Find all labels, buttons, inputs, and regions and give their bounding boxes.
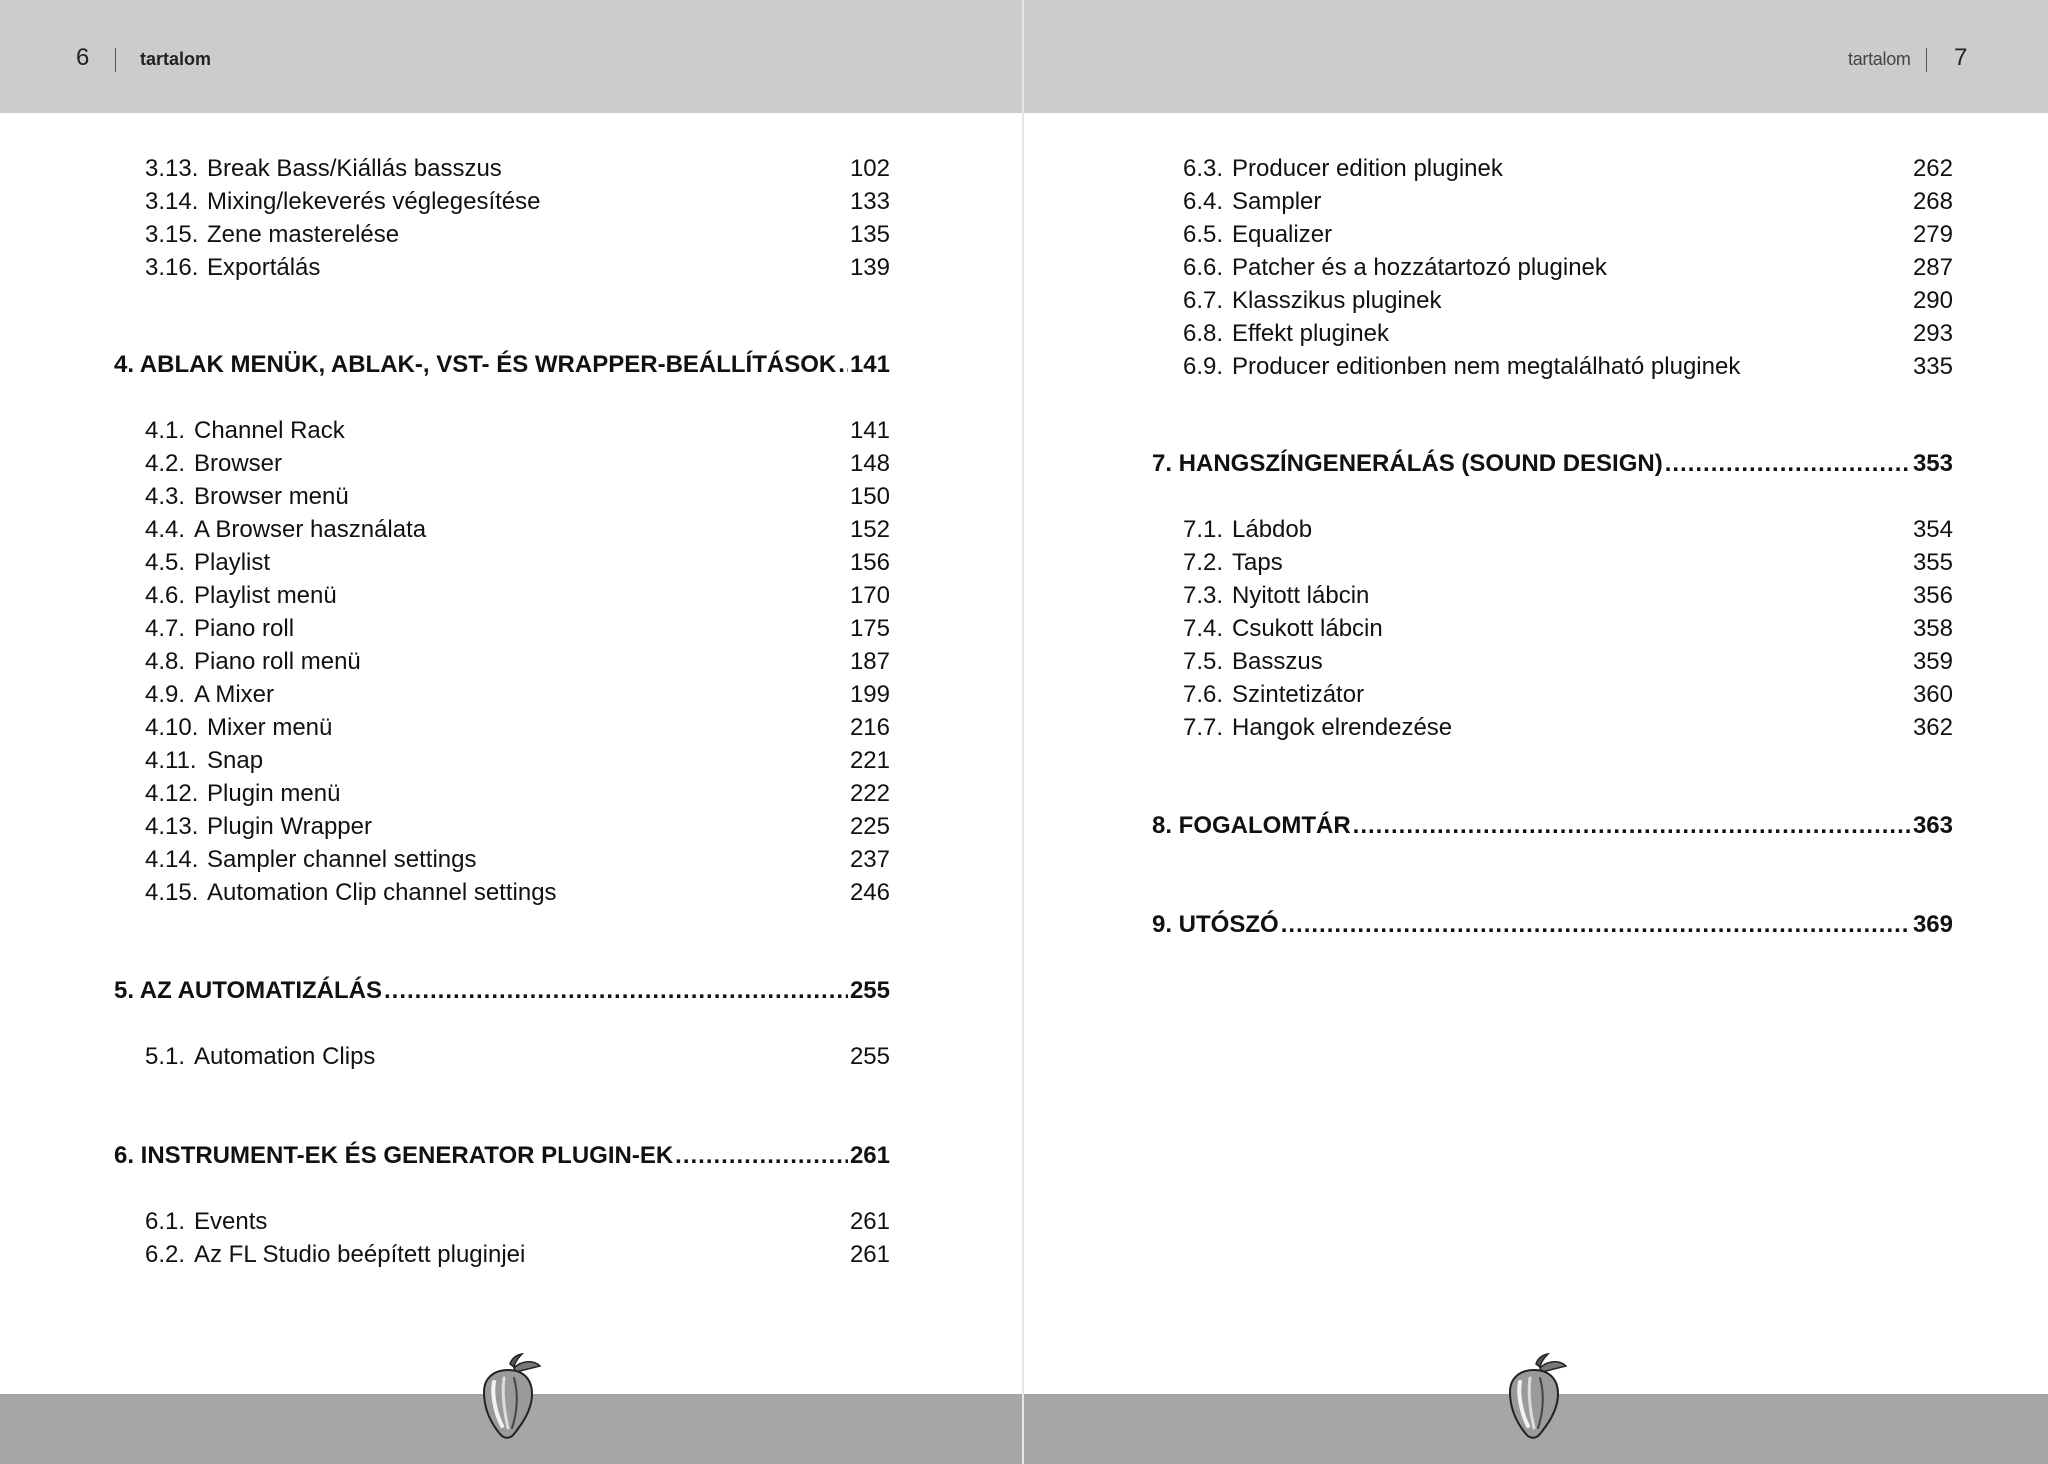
toc-entry-number: 7.3. [1183,582,1224,609]
toc-entry-number: 4.15. [145,879,199,906]
toc-entry[interactable] [1183,286,1953,316]
toc-chapter-5[interactable] [114,976,890,1006]
toc-entry-number: 6.2. [145,1241,186,1268]
toc-entry-title: Klasszikus pluginek [1232,287,1442,314]
toc-entry-title: Effekt pluginek [1232,320,1389,347]
toc-entry-title: Taps [1232,549,1283,576]
toc-entry[interactable] [1183,253,1953,283]
toc-entry-page: 261 [849,1208,890,1235]
toc-entry-title: Zene masterelése [207,221,400,248]
toc-entry-page: 279 [1912,221,1953,248]
toc-entry-title: Piano roll [194,615,295,642]
toc-entry-title: Browser [194,450,283,477]
toc-entry-page: 150 [849,483,890,510]
table-of-contents [0,0,1024,1300]
toc-entry-number: 6.3. [1183,155,1224,182]
toc-entry-title: Producer editionben nem megtalálható pluginek [1232,353,1741,380]
chapter-title: 5. AZ AUTOMATIZÁLÁS [114,977,382,1004]
chapter-title: 7. HANGSZÍNGENERÁLÁS (SOUND DESIGN) [1152,450,1663,477]
leader-dots [1353,811,1911,841]
toc-entry-title: A Browser használata [194,516,427,543]
toc-entry-title: Basszus [1232,648,1323,675]
toc-entry-title: Mixer menü [207,714,333,741]
toc-entry-number: 4.10. [145,714,199,741]
toc-entry-number: 4.11. [145,747,197,774]
toc-entry-title: Szintetizátor [1232,681,1365,708]
toc-entry-title: Playlist menü [194,582,337,609]
toc-entry-page: 290 [1912,287,1953,314]
toc-entry-number: 4.4. [145,516,186,543]
leader-dots [1281,910,1911,940]
fl-studio-fruit-logo-icon [1500,1352,1570,1442]
toc-entry-number: 7.5. [1183,648,1224,675]
right-page [1024,0,2048,1464]
chapter-title: 8. FOGALOMTÁR [1152,812,1351,839]
toc-entry[interactable] [145,416,890,446]
leader-dots [838,350,848,380]
toc-chapter-8[interactable] [1152,811,1953,841]
leader-dots [675,1141,848,1171]
toc-entry-title: Nyitott lábcin [1232,582,1370,609]
toc-entry-page: 358 [1912,615,1953,642]
toc-entry-number: 6.4. [1183,188,1224,215]
toc-entry-title: Automation Clips [194,1043,376,1070]
chapter-title: 6. INSTRUMENT-EK ÉS GENERATOR PLUGIN-EK [114,1142,674,1169]
toc-entry[interactable] [145,220,890,250]
toc-entry-number: 3.13. [145,155,199,182]
toc-entry-title: Sampler channel settings [207,846,477,873]
toc-entry[interactable] [145,1207,890,1237]
toc-entry[interactable] [145,713,890,743]
table-of-contents [1024,0,2048,1300]
leader-dots [384,976,848,1006]
toc-entry-number: 7.7. [1183,714,1224,741]
toc-entry[interactable] [145,187,890,217]
toc-entry[interactable] [1183,581,1953,611]
toc-entry-title: Plugin Wrapper [207,813,372,840]
toc-entry[interactable] [145,449,890,479]
chapter-page: 353 [1912,450,1953,477]
fl-studio-fruit-logo-icon [474,1352,544,1442]
toc-entry-title: Browser menü [194,483,349,510]
toc-entry-page: 237 [849,846,890,873]
toc-chapter-4[interactable] [114,350,890,380]
toc-entry[interactable] [145,548,890,578]
toc-entry-page: 293 [1912,320,1953,347]
toc-entry-page: 362 [1912,714,1953,741]
toc-entry-number: 6.5. [1183,221,1224,248]
header-label: tartalom [1848,49,1911,69]
toc-entry[interactable] [1183,515,1953,545]
toc-entry-page: 355 [1912,549,1953,576]
toc-entry[interactable] [145,878,890,908]
toc-entry-number: 7.1. [1183,516,1224,543]
toc-entry-page: 221 [849,747,890,774]
toc-entry-number: 4.14. [145,846,199,873]
toc-entry-page: 335 [1912,353,1953,380]
toc-entry-number: 4.9. [145,681,186,708]
page-number: 7 [1954,44,1968,71]
toc-entry-number: 4.6. [145,582,186,609]
toc-entry-title: Break Bass/Kiállás basszus [207,155,502,182]
toc-entry-title: Az FL Studio beépített pluginjei [194,1241,526,1268]
toc-entry-title: Sampler [1232,188,1322,215]
toc-chapter-9[interactable] [1152,910,1953,940]
toc-entry-number: 4.12. [145,780,199,807]
toc-entry-page: 246 [849,879,890,906]
toc-entry-number: 4.3. [145,483,186,510]
leader-dots [1665,449,1911,479]
toc-entry-page: 187 [849,648,890,675]
toc-entry[interactable] [145,845,890,875]
toc-entry[interactable] [1183,352,1953,382]
toc-entry-page: 287 [1912,254,1953,281]
toc-entry-number: 4.13. [145,813,199,840]
toc-entry-page: 170 [849,582,890,609]
toc-entry[interactable] [1183,187,1953,217]
toc-chapter-7[interactable] [1152,449,1953,479]
toc-entry[interactable] [145,154,890,184]
toc-entry-page: 261 [849,1241,890,1268]
toc-entry-page: 135 [849,221,890,248]
toc-entry-number: 6.6. [1183,254,1224,281]
toc-entry-title: Plugin menü [207,780,341,807]
chapter-title: 4. ABLAK MENÜK, ABLAK-, VST- ÉS WRAPPER-BEÁLLÍTÁSOK [114,351,837,378]
toc-entry-page: 360 [1912,681,1953,708]
toc-entry[interactable] [1183,614,1953,644]
toc-entry-number: 4.5. [145,549,186,576]
toc-entry[interactable] [145,1240,890,1270]
toc-entry-title: Playlist [194,549,271,576]
toc-entry-number: 3.16. [145,254,199,281]
toc-entry-title: Csukott lábcin [1232,615,1383,642]
toc-entry[interactable] [145,614,890,644]
toc-entry-page: 139 [849,254,890,281]
chapter-page: 255 [849,977,890,1004]
toc-entry[interactable] [145,812,890,842]
toc-entry-number: 3.14. [145,188,199,215]
toc-entry-page: 356 [1912,582,1953,609]
toc-entry[interactable] [1183,680,1953,710]
toc-entry-title: Snap [207,747,264,774]
toc-entry-number: 4.7. [145,615,186,642]
toc-entry[interactable] [1183,154,1953,184]
toc-entry[interactable] [1183,220,1953,250]
toc-entry-page: 102 [849,155,890,182]
toc-entry-title: Automation Clip channel settings [207,879,557,906]
header-label: tartalom [140,49,212,69]
toc-entry-number: 3.15. [145,221,199,248]
toc-entry-page: 148 [849,450,890,477]
toc-entry-number: 7.4. [1183,615,1224,642]
chapter-title: 9. UTÓSZÓ [1152,911,1279,938]
toc-entry-page: 152 [849,516,890,543]
toc-entry[interactable] [1183,713,1953,743]
toc-entry[interactable] [145,515,890,545]
chapter-page: 141 [849,351,890,378]
toc-entry[interactable] [1183,647,1953,677]
toc-entry-number: 7.6. [1183,681,1224,708]
toc-entry-title: Equalizer [1232,221,1333,248]
toc-entry-page: 359 [1912,648,1953,675]
toc-entry-page: 262 [1912,155,1953,182]
toc-entry-page: 268 [1912,188,1953,215]
chapter-page: 369 [1912,911,1953,938]
toc-entry[interactable] [145,581,890,611]
toc-entry[interactable] [145,1042,890,1072]
toc-entry-page: 175 [849,615,890,642]
toc-entry-page: 199 [849,681,890,708]
toc-entry-page: 156 [849,549,890,576]
toc-entry-title: Producer edition pluginek [1232,155,1503,182]
toc-entry-page: 222 [849,780,890,807]
toc-entry-title: A Mixer [194,681,275,708]
toc-entry[interactable] [145,680,890,710]
toc-entry-title: Lábdob [1232,516,1313,543]
toc-entry[interactable] [145,482,890,512]
toc-entry[interactable] [145,253,890,283]
toc-entry-number: 6.9. [1183,353,1224,380]
toc-chapter-6[interactable] [114,1141,890,1171]
toc-entry-number: 6.7. [1183,287,1224,314]
toc-entry-number: 4.8. [145,648,186,675]
toc-entry[interactable] [1183,548,1953,578]
toc-entry-title: Channel Rack [194,417,345,444]
toc-entry-title: Piano roll menü [194,648,361,675]
toc-entry-number: 6.1. [145,1208,186,1235]
toc-entry-title: Exportálás [207,254,321,281]
toc-entry-title: Events [194,1208,268,1235]
toc-entry-number: 6.8. [1183,320,1224,347]
chapter-page: 261 [849,1142,890,1169]
toc-entry-page: 133 [849,188,890,215]
toc-entry-number: 4.1. [145,417,186,444]
toc-entry-number: 4.2. [145,450,186,477]
page-number: 6 [76,44,90,71]
toc-entry-number: 5.1. [145,1043,186,1070]
toc-entry[interactable] [145,779,890,809]
toc-entry-number: 7.2. [1183,549,1224,576]
toc-entry-page: 225 [849,813,890,840]
toc-entry[interactable] [1183,319,1953,349]
toc-entry-page: 354 [1912,516,1953,543]
toc-entry-page: 216 [849,714,890,741]
chapter-page: 363 [1912,812,1953,839]
toc-entry[interactable] [145,746,890,776]
toc-entry-page: 255 [849,1043,890,1070]
toc-entry-title: Mixing/lekeverés véglegesítése [207,188,541,215]
toc-entry-title: Hangok elrendezése [1232,714,1453,741]
toc-entry-title: Patcher és a hozzátartozó pluginek [1232,254,1607,281]
toc-entry-page: 141 [849,417,890,444]
toc-entry[interactable] [145,647,890,677]
